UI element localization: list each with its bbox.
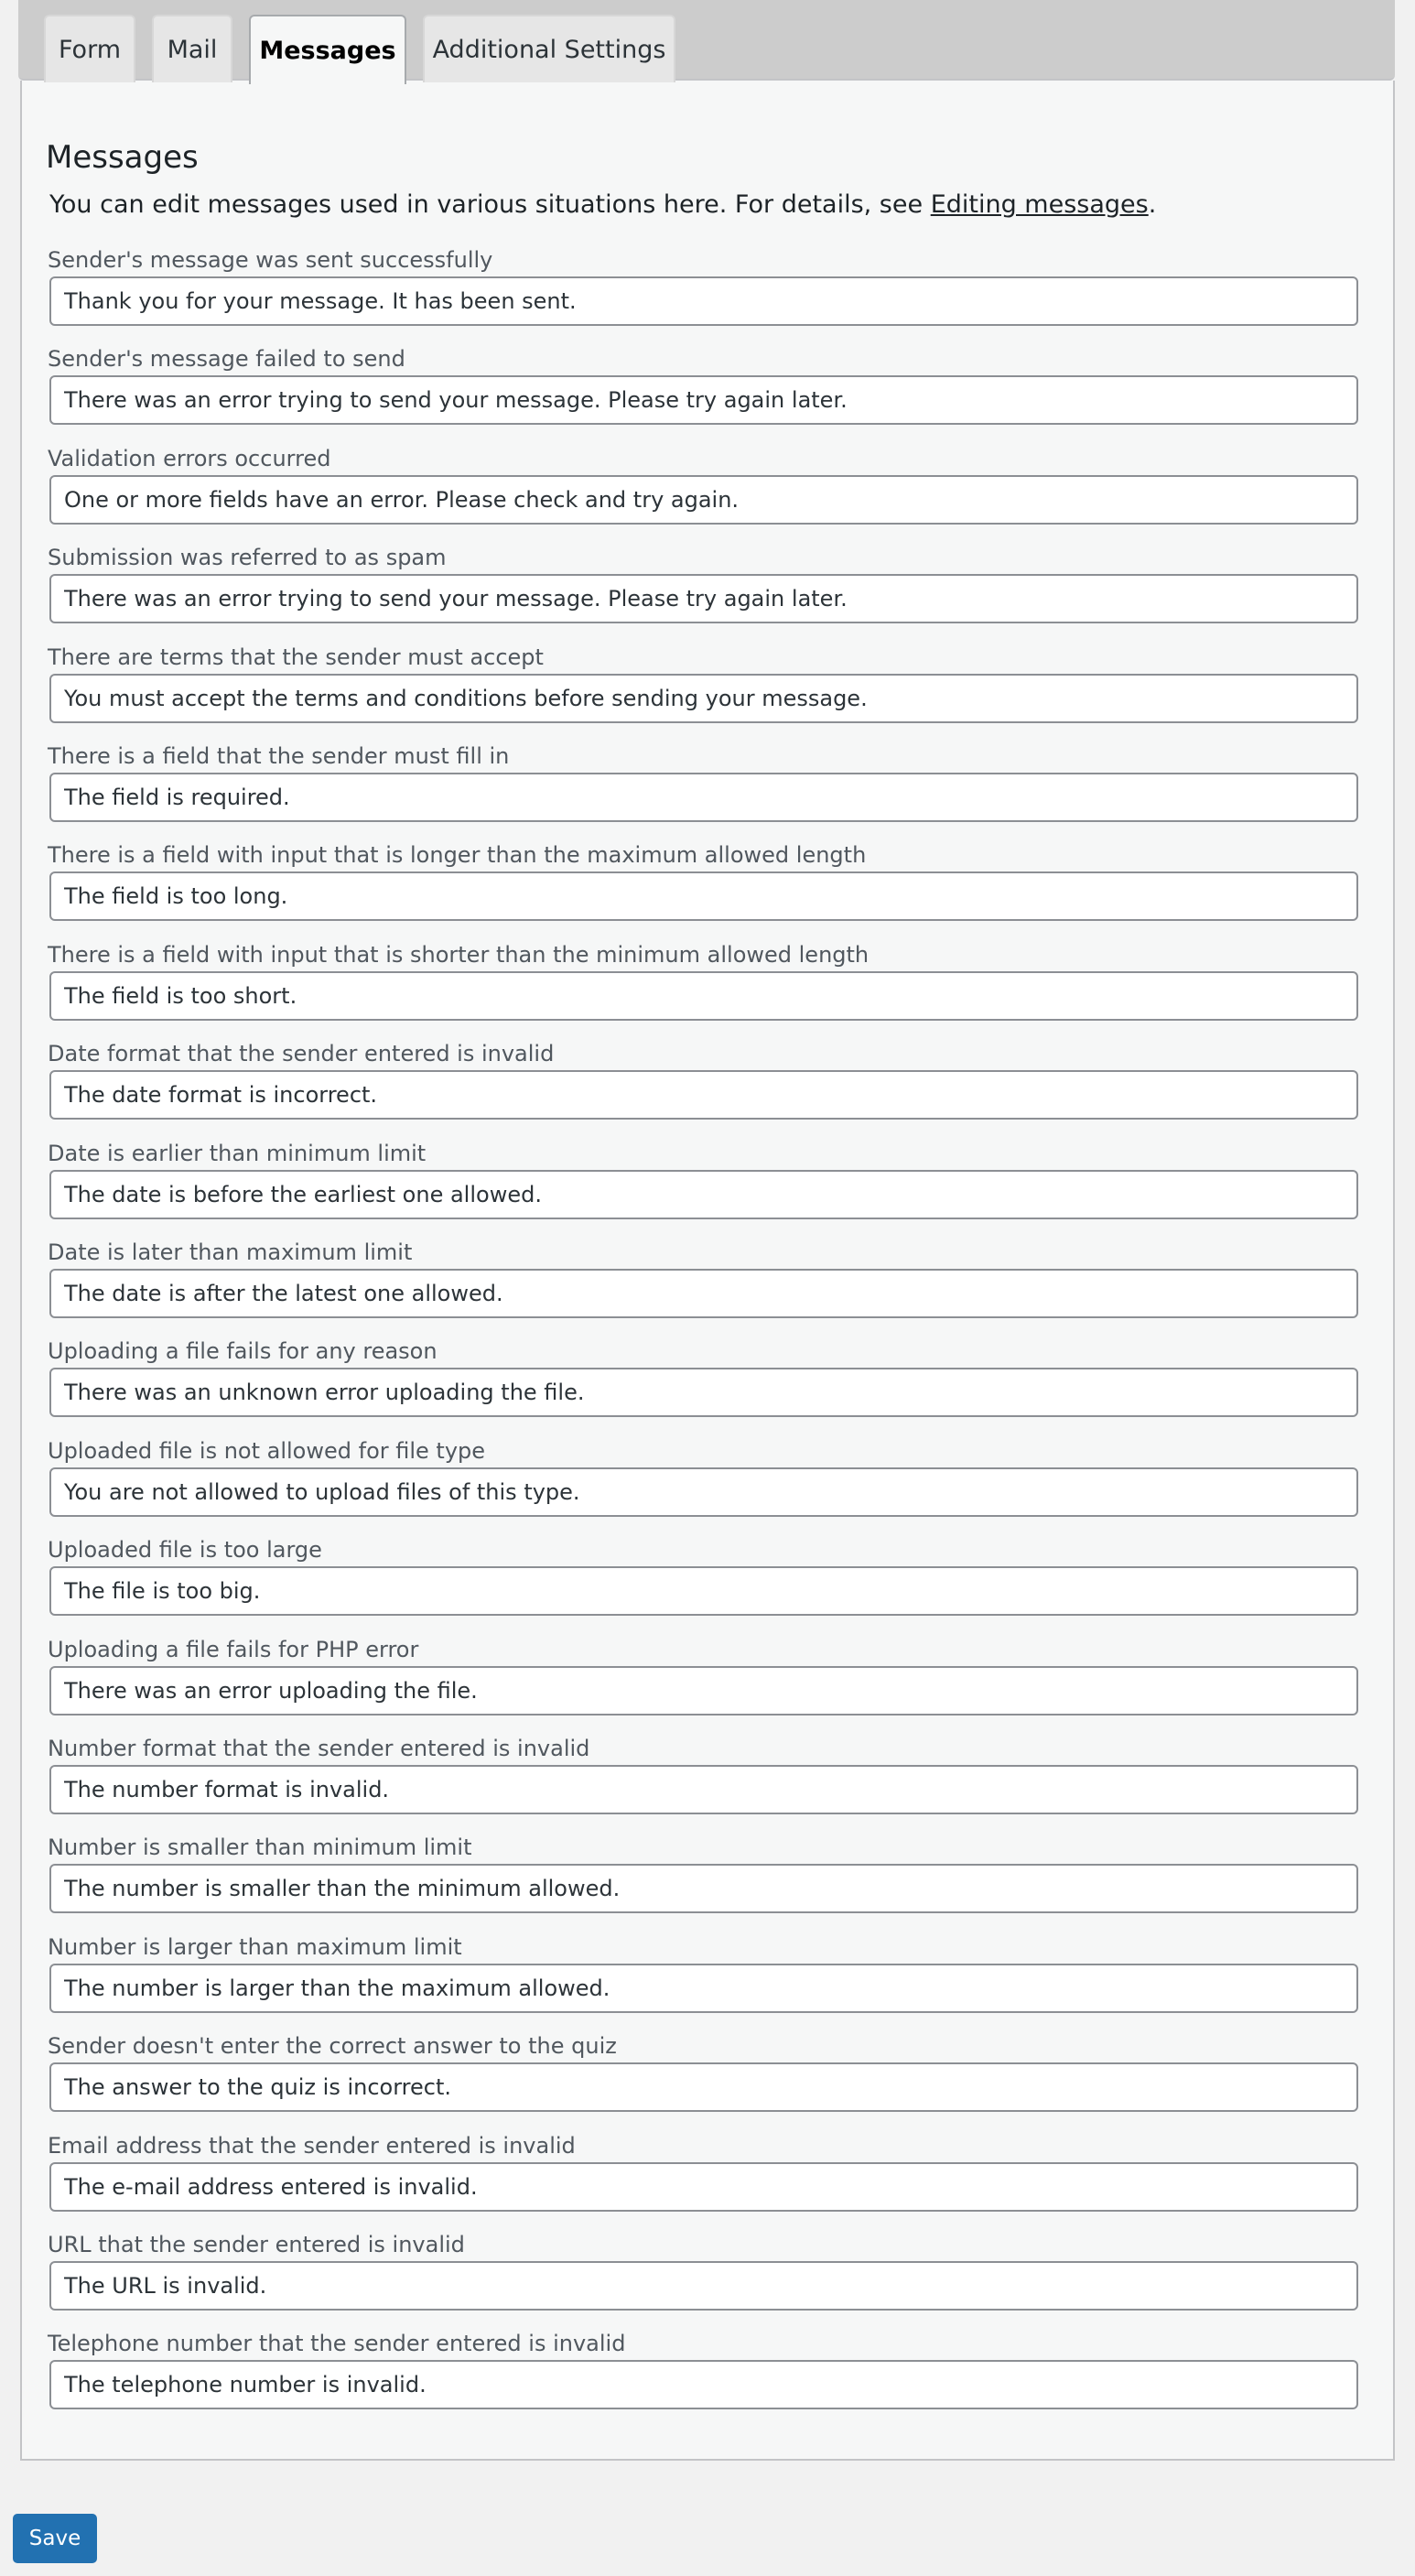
message-label: There are terms that the sender must accept	[48, 644, 544, 670]
save-button[interactable]: Save	[13, 2514, 97, 2563]
message-input[interactable]	[49, 2162, 1358, 2212]
tab-form-label: Form	[58, 35, 121, 64]
message-input[interactable]	[49, 1864, 1358, 1913]
message-input[interactable]	[49, 871, 1358, 921]
tab-messages[interactable]	[249, 15, 406, 84]
message-label: Number format that the sender entered is invalid	[48, 1736, 590, 1761]
message-input[interactable]	[49, 2261, 1358, 2311]
section-intro	[49, 190, 1156, 219]
section-title: Messages	[46, 139, 199, 176]
tab-messages-label: Messages	[259, 36, 396, 65]
message-input[interactable]	[49, 773, 1358, 822]
message-input[interactable]	[49, 276, 1358, 326]
message-label: Date is later than maximum limit	[48, 1239, 413, 1265]
message-label: Sender doesn't enter the correct answer to the quiz	[48, 2033, 617, 2059]
message-input[interactable]	[49, 1269, 1358, 1318]
message-input[interactable]	[49, 2062, 1358, 2112]
message-label: Uploaded file is not allowed for file type	[48, 1438, 486, 1464]
message-label: URL that the sender entered is invalid	[48, 2232, 465, 2257]
message-input[interactable]	[49, 375, 1358, 425]
message-input[interactable]	[49, 1170, 1358, 1219]
message-label: Date is earlier than minimum limit	[48, 1141, 427, 1166]
message-input[interactable]	[49, 2360, 1358, 2409]
message-input[interactable]	[49, 1765, 1358, 1814]
message-label: Telephone number that the sender entered is invalid	[48, 2331, 626, 2356]
message-label: Validation errors occurred	[48, 446, 331, 471]
message-label: There is a field with input that is longer than the maximum allowed length	[48, 842, 867, 868]
message-label: There is a field with input that is shorter than the minimum allowed length	[48, 942, 870, 968]
message-input[interactable]	[49, 1368, 1358, 1417]
message-label: Uploading a file fails for any reason	[48, 1338, 437, 1364]
intro-text: You can edit messages used in various situations here. For details, see	[49, 190, 931, 219]
tab-additional-settings-label: Additional Settings	[432, 35, 666, 64]
tab-mail[interactable]	[152, 15, 232, 82]
message-label: Date format that the sender entered is invalid	[48, 1041, 555, 1066]
message-label: Uploaded file is too large	[48, 1537, 322, 1563]
message-input[interactable]	[49, 1070, 1358, 1120]
message-input[interactable]	[49, 674, 1358, 723]
message-label: Uploading a file fails for PHP error	[48, 1637, 419, 1662]
message-label: There is a field that the sender must fill in	[48, 743, 510, 769]
message-input[interactable]	[49, 1467, 1358, 1517]
message-input[interactable]	[49, 574, 1358, 623]
message-label: Number is larger than maximum limit	[48, 1934, 462, 1960]
message-input[interactable]	[49, 1666, 1358, 1716]
message-label: Email address that the sender entered is invalid	[48, 2133, 576, 2159]
intro-suffix: .	[1148, 190, 1157, 219]
tab-additional-settings[interactable]	[423, 15, 675, 82]
message-label: Submission was referred to as spam	[48, 545, 447, 570]
tab-form[interactable]	[44, 15, 135, 82]
message-label: Sender's message was sent successfully	[48, 247, 493, 273]
message-label: Number is smaller than minimum limit	[48, 1835, 472, 1860]
editing-messages-link[interactable]: Editing messages	[930, 190, 1149, 219]
message-input[interactable]	[49, 1566, 1358, 1616]
message-input[interactable]	[49, 475, 1358, 525]
tab-mail-label: Mail	[167, 35, 218, 64]
message-input[interactable]	[49, 971, 1358, 1021]
message-input[interactable]	[49, 1964, 1358, 2013]
message-label: Sender's message failed to send	[48, 346, 405, 372]
